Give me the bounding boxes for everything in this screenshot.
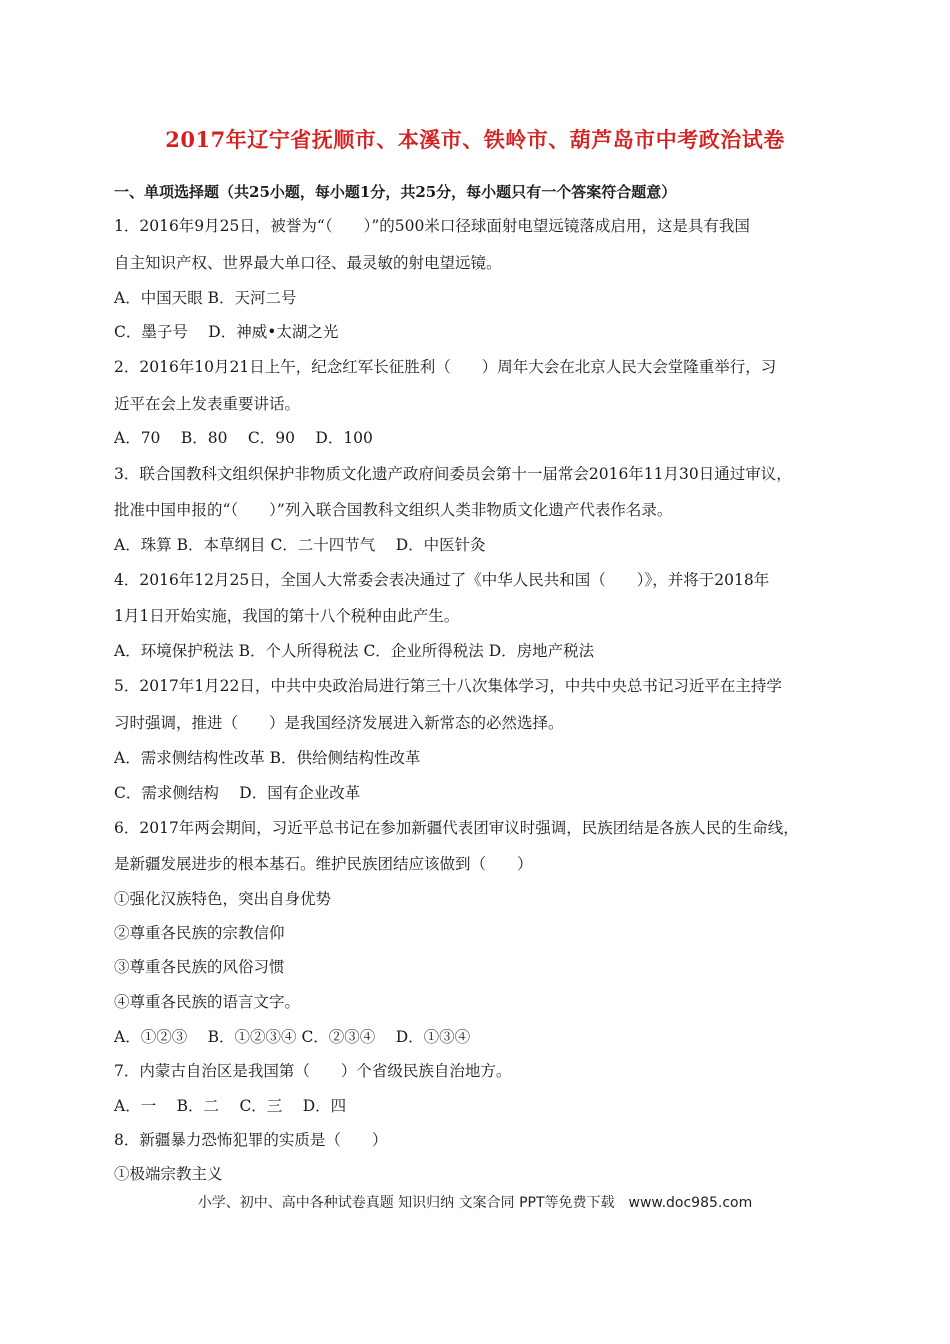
text-line: 1．2016年9月25日，被誉为“（ ）”的500米口径球面射电望远镜落成启用，这是具有我国 — [114, 217, 750, 235]
text-line: A．中国天眼 B．天河二号 — [114, 289, 297, 307]
text-line: A．一 B．二 C．三 D．四 — [114, 1097, 347, 1115]
text-line: A．①②③ B．①②③④ C．②③④ D．①③④ — [114, 1028, 471, 1046]
text-line: ③尊重各民族的风俗习惯 — [114, 958, 285, 976]
text-line: 批准中国申报的“（ ）”列入联合国教科文组织人类非物质文化遗产代表作名录。 — [114, 501, 673, 519]
text-line: A．需求侧结构性改革 B．供给侧结构性改革 — [114, 749, 421, 767]
text-line: C．墨子号 D．神威•太湖之光 — [114, 323, 339, 341]
footer-text: 小学、初中、高中各种试卷真题 知识归纳 文案合同 PPT等免费下载 www.doc985.com — [197, 1195, 753, 1211]
text-line: ①强化汉族特色，突出自身优势 — [114, 890, 332, 908]
text-line: ④尊重各民族的语言文字。 — [114, 993, 301, 1011]
text-line: 1月1日开始实施，我国的第十八个税种由此产生。 — [114, 607, 460, 625]
text-line: ①极端宗教主义 — [114, 1165, 223, 1183]
text-line: C．需求侧结构 D．国有企业改革 — [114, 784, 361, 802]
text-line: 3．联合国教科文组织保护非物质文化遗产政府间委员会第十一届常会2016年11月30日通过审议， — [114, 465, 792, 483]
text-line: 自主知识产权、世界最大单口径、最灵敏的射电望远镜。 — [114, 254, 502, 272]
text-line: ②尊重各民族的宗教信仰 — [114, 924, 285, 942]
text-line: 是新疆发展进步的根本基石。维护民族团结应该做到（ ） — [114, 855, 533, 873]
section-heading: 一、单项选择题（共25小题，每小题1分，共25分，每小题只有一个答案符合题意） — [114, 183, 677, 201]
text-line: 近平在会上发表重要讲话。 — [114, 395, 301, 413]
text-line: 习时强调，推进（ ）是我国经济发展进入新常态的必然选择。 — [114, 714, 564, 732]
text-line: A．70 B．80 C．90 D．100 — [114, 429, 373, 447]
text-line: A．珠算 B．本草纲目 C．二十四节气 D．中医针灸 — [114, 536, 486, 554]
text-line: A．环境保护税法 B．个人所得税法 C．企业所得税法 D．房地产税法 — [114, 642, 595, 660]
text-line: 6．2017年两会期间，习近平总书记在参加新疆代表团审议时强调，民族团结是各族人民的生命线， — [114, 819, 799, 837]
text-line: 5．2017年1月22日，中共中央政治局进行第三十八次集体学习，中共中央总书记习近平在主持学 — [114, 677, 782, 695]
text-line: 2．2016年10月21日上午，纪念红军长征胜利（ ）周年大会在北京人民大会堂隆重举行，习 — [114, 358, 777, 376]
document-title: 2017年辽宁省抚顺市、本溪市、铁岭市、葫芦岛市中考政治试卷 — [165, 127, 785, 152]
text-line: 7．内蒙古自治区是我国第（ ）个省级民族自治地方。 — [114, 1062, 512, 1080]
text-line: 8．新疆暴力恐怖犯罪的实质是（ ） — [114, 1131, 388, 1149]
text-line: 4．2016年12月25日，全国人大常委会表决通过了《中华人民共和国（ ）》，并将于2018年 — [114, 571, 770, 589]
